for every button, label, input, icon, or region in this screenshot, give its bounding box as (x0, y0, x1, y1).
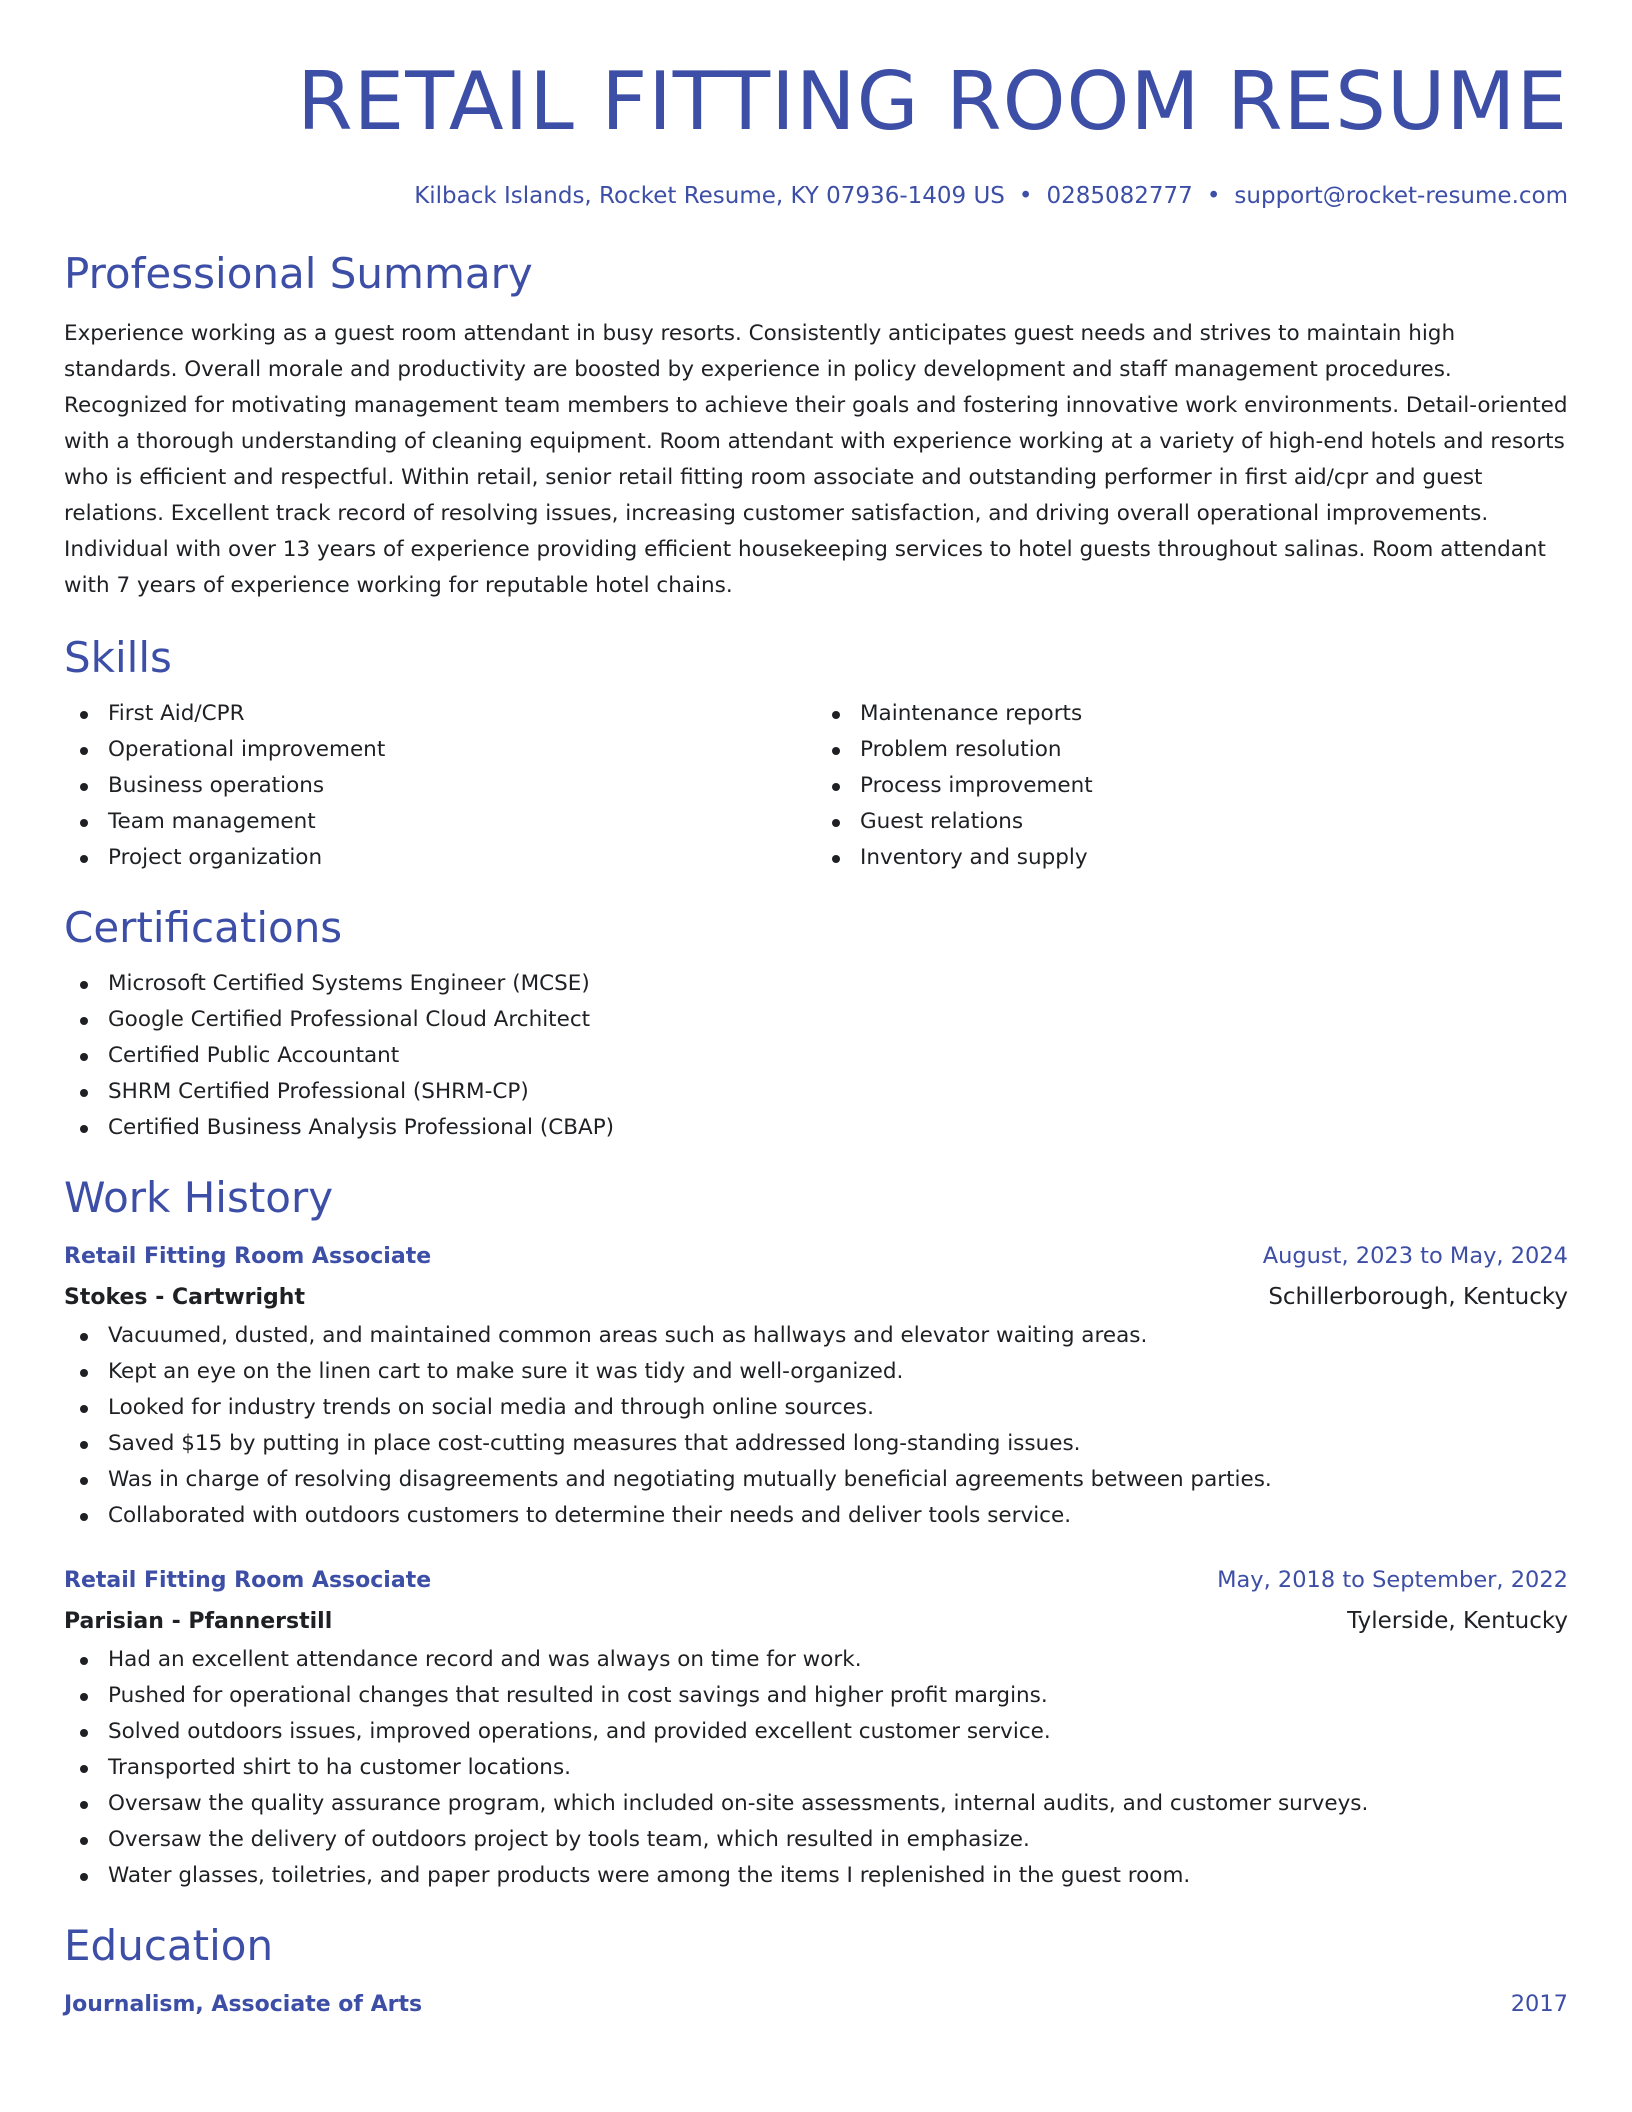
list-item: Google Certified Professional Cloud Architect (64, 1002, 1568, 1038)
list-item: Oversaw the delivery of outdoors project by tools team, which resulted in emphasize. (64, 1822, 1568, 1858)
skills-section (64, 632, 1568, 876)
job-location: Schillerborough, Kentucky (1268, 1284, 1568, 1310)
job-dates: May, 2018 to September, 2022 (1217, 1567, 1568, 1593)
list-item: Solved outdoors issues, improved operations, and provided excellent customer service. (64, 1714, 1568, 1750)
phone-text: 0285082777 (1046, 183, 1193, 209)
job-subheader (64, 1277, 1568, 1318)
list-item: Certified Business Analysis Professional (CBAP) (64, 1110, 1568, 1146)
list-item: Guest relations (816, 804, 1568, 840)
summary-heading: Professional Summary (64, 249, 533, 298)
certifications-section (64, 902, 1568, 1146)
list-item: Process improvement (816, 768, 1568, 804)
certifications-heading: Certifications (64, 903, 343, 952)
list-item: First Aid/CPR (64, 696, 816, 732)
job-entry (64, 1236, 1568, 1534)
education-section (64, 1920, 1568, 2025)
education-heading: Education (64, 1921, 274, 1970)
list-item: Transported shirt to ha customer locations. (64, 1750, 1568, 1786)
list-item: Business operations (64, 768, 816, 804)
list-item: Saved $15 by putting in place cost-cutting measures that addressed long-standing issues. (64, 1426, 1568, 1462)
resume-title: RETAIL FITTING ROOM RESUME (297, 55, 1568, 148)
education-entry (64, 1984, 1568, 2025)
job-header (64, 1560, 1568, 1601)
separator-dot: • (1018, 183, 1033, 209)
list-item: Team management (64, 804, 816, 840)
skills-heading: Skills (64, 633, 172, 682)
job-entry (64, 1560, 1568, 1894)
email-link[interactable]: support@rocket-resume.com (1234, 183, 1568, 209)
company-name: Stokes - Cartwright (64, 1285, 305, 1310)
list-item: Inventory and supply (816, 840, 1568, 876)
list-item: Problem resolution (816, 732, 1568, 768)
skills-columns (64, 696, 1568, 876)
list-item: Water glasses, toiletries, and paper products were among the items I replenished in the guest room. (64, 1858, 1568, 1894)
list-item: SHRM Certified Professional (SHRM-CP) (64, 1074, 1568, 1110)
certifications-list (64, 966, 1568, 1146)
work-section (64, 1172, 1568, 1894)
list-item: Had an excellent attendance record and was always on time for work. (64, 1642, 1568, 1678)
resume-header (64, 0, 1568, 212)
skills-list-left (64, 696, 816, 876)
contact-line (64, 180, 1568, 212)
list-item: Kept an eye on the linen cart to make sure it was tidy and well-organized. (64, 1354, 1568, 1390)
summary-section (64, 248, 1568, 604)
list-item: Project organization (64, 840, 816, 876)
list-item: Vacuumed, dusted, and maintained common areas such as hallways and elevator waiting areas. (64, 1318, 1568, 1354)
degree-title: Journalism, Associate of Arts (64, 1992, 423, 2017)
address-text: Kilback Islands, Rocket Resume, KY 07936-1409 US (414, 183, 1005, 209)
company-name: Parisian - Pfannerstill (64, 1609, 333, 1634)
job-location: Tylerside, Kentucky (1347, 1608, 1568, 1634)
job-bullets (64, 1642, 1568, 1894)
list-item: Was in charge of resolving disagreements and negotiating mutually beneficial agreements between parties. (64, 1462, 1568, 1498)
list-item: Pushed for operational changes that resulted in cost savings and higher profit margins. (64, 1678, 1568, 1714)
skills-list-right (816, 696, 1568, 876)
job-title: Retail Fitting Room Associate (64, 1568, 432, 1593)
job-subheader (64, 1601, 1568, 1642)
job-dates: August, 2023 to May, 2024 (1262, 1243, 1568, 1269)
list-item: Looked for industry trends on social media and through online sources. (64, 1390, 1568, 1426)
summary-text: Experience working as a guest room attendant in busy resorts. Consistently anticipates guest needs and strives to maintain high standards. Overall morale and productivity are boosted by experience in policy development and staff management procedures. Recognized for motivating management team members to achieve their goals and fostering innovative work environments. Detail-oriented with a thorough understanding of cleaning equipment. Room attendant with experience working at a variety of high-end hotels and resorts who is efficient and respectful. Within retail, senior retail fitting room associate and outstanding performer in first aid/cpr and guest relations. Excellent track record of resolving issues, increasing customer satisfaction, and driving overall operational improvements. Individual with over 13 years of experience providing efficient housekeeping services to hotel guests throughout salinas. Room attendant with 7 years of experience working for reputable hotel chains. (64, 321, 1568, 598)
list-item: Certified Public Accountant (64, 1038, 1568, 1074)
job-title: Retail Fitting Room Associate (64, 1244, 432, 1269)
work-heading: Work History (64, 1173, 334, 1222)
list-item: Operational improvement (64, 732, 816, 768)
list-item: Microsoft Certified Systems Engineer (MCSE) (64, 966, 1568, 1002)
education-year: 2017 (1510, 1991, 1568, 2017)
separator-dot: • (1206, 183, 1221, 209)
job-bullets (64, 1318, 1568, 1534)
list-item: Oversaw the quality assurance program, which included on-site assessments, internal audits, and customer surveys. (64, 1786, 1568, 1822)
job-header (64, 1236, 1568, 1277)
list-item: Maintenance reports (816, 696, 1568, 732)
list-item: Collaborated with outdoors customers to determine their needs and deliver tools service. (64, 1498, 1568, 1534)
